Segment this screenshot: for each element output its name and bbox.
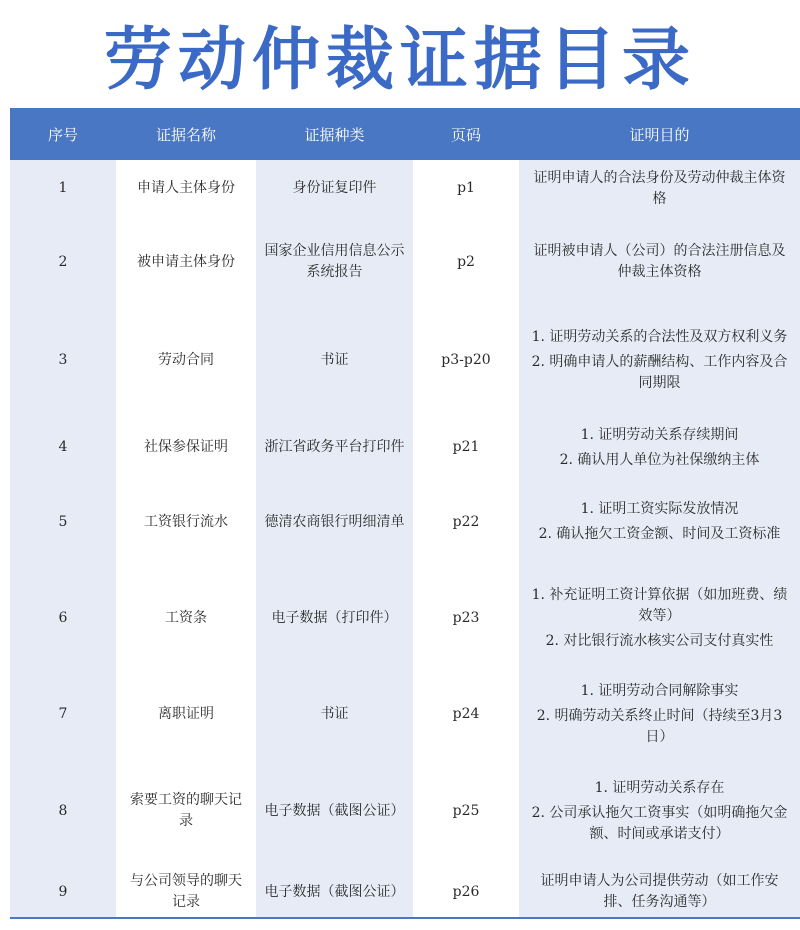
cell-purpose	[519, 673, 800, 755]
cell-page: p23	[413, 563, 519, 673]
cell-no: 3	[10, 307, 116, 414]
purpose-item: 2. 确认拖欠工资金额、时间及工资标准	[538, 526, 781, 542]
purpose-item: 1. 证明劳动关系的合法性及双方权利义务	[531, 329, 788, 345]
cell-page: p2	[413, 217, 519, 307]
header-no: 序号	[47, 125, 78, 144]
cell-purpose	[519, 414, 800, 481]
cell-no: 1	[10, 160, 116, 217]
cell-name: 索要工资的聊天记录	[116, 755, 256, 867]
cell-name: 劳动合同	[116, 307, 256, 414]
cell-purpose	[519, 481, 800, 563]
cell-page: p1	[413, 160, 519, 217]
cell-no: 9	[10, 867, 116, 917]
table-row	[10, 867, 800, 917]
cell-purpose	[519, 217, 800, 307]
cell-purpose	[519, 307, 800, 414]
cell-name: 工资条	[116, 563, 256, 673]
table-row	[10, 563, 800, 673]
cell-name: 与公司领导的聊天记录	[116, 867, 256, 917]
purpose-item: 2. 明确劳动关系终止时间（持续至3月3日）	[536, 707, 783, 745]
table-bottom-border	[10, 917, 800, 919]
cell-no: 4	[10, 414, 116, 481]
purpose-item: 2. 明确申请人的薪酬结构、工作内容及合同期限	[531, 354, 788, 391]
cell-type: 电子数据（截图公证）	[256, 755, 413, 867]
cell-purpose	[519, 755, 800, 867]
purpose-item: 1. 证明劳动合同解除事实	[580, 682, 739, 699]
cell-type: 电子数据（截图公证）	[256, 867, 413, 917]
table-header	[10, 108, 800, 160]
purpose-item: 1. 证明工资实际发放情况	[580, 501, 739, 517]
table-row	[10, 217, 800, 307]
cell-type: 身份证复印件	[256, 160, 413, 217]
cell-page: p3-p20	[413, 307, 519, 414]
purpose-item: 1. 补充证明工资计算依据（如加班费、绩效等）	[531, 586, 788, 624]
header-purpose: 证明目的	[629, 125, 690, 144]
table-row	[10, 673, 800, 755]
cell-page: p24	[413, 673, 519, 755]
cell-no: 8	[10, 755, 116, 867]
cell-page: p21	[413, 414, 519, 481]
table-row	[10, 755, 800, 867]
cell-no: 2	[10, 217, 116, 307]
table-row	[10, 307, 800, 414]
purpose-item: 2. 对比银行流水核实公司支付真实性	[545, 632, 774, 649]
table-row	[10, 414, 800, 481]
table-body	[10, 160, 800, 917]
purpose-item: 1. 证明劳动关系存在	[594, 779, 725, 796]
cell-purpose	[519, 867, 800, 917]
evidence-table	[10, 108, 800, 919]
cell-purpose	[519, 563, 800, 673]
cell-page: p25	[413, 755, 519, 867]
cell-type: 电子数据（打印件）	[256, 563, 413, 673]
cell-name: 申请人主体身份	[116, 160, 256, 217]
cell-no: 6	[10, 563, 116, 673]
cell-page: p26	[413, 867, 519, 917]
purpose-item: 证明申请人为公司提供劳动（如工作安排、任务沟通等）	[540, 873, 779, 910]
cell-no: 5	[10, 481, 116, 563]
table-row	[10, 160, 800, 217]
cell-name: 离职证明	[116, 673, 256, 755]
purpose-item: 1. 证明劳动关系存续期间	[580, 426, 739, 443]
cell-type: 浙江省政务平台打印件	[256, 414, 413, 481]
header-page: 页码	[450, 125, 481, 144]
purpose-item: 2. 确认用人单位为社保缴纳主体	[559, 451, 760, 468]
table-row	[10, 481, 800, 563]
cell-type: 德清农商银行明细清单	[256, 481, 413, 563]
cell-page: p22	[413, 481, 519, 563]
cell-purpose	[519, 160, 800, 217]
cell-name: 工资银行流水	[116, 481, 256, 563]
cell-type: 书证	[256, 673, 413, 755]
cell-type: 书证	[256, 307, 413, 414]
header-type: 证据种类	[304, 125, 365, 144]
page-title: 劳动仲裁证据目录	[103, 20, 696, 100]
purpose-item: 证明申请人的合法身份及劳动仲裁主体资格	[533, 169, 786, 207]
purpose-item: 2. 公司承认拖欠工资事实（如明确拖欠金额、时间或承诺支付）	[531, 804, 788, 842]
cell-name: 社保参保证明	[116, 414, 256, 481]
header-name: 证据名称	[155, 125, 216, 144]
cell-no: 7	[10, 673, 116, 755]
purpose-item: 证明被申请人（公司）的合法注册信息及仲裁主体资格	[533, 243, 786, 280]
cell-name: 被申请主体身份	[116, 217, 256, 307]
cell-type: 国家企业信用信息公示系统报告	[256, 217, 413, 307]
